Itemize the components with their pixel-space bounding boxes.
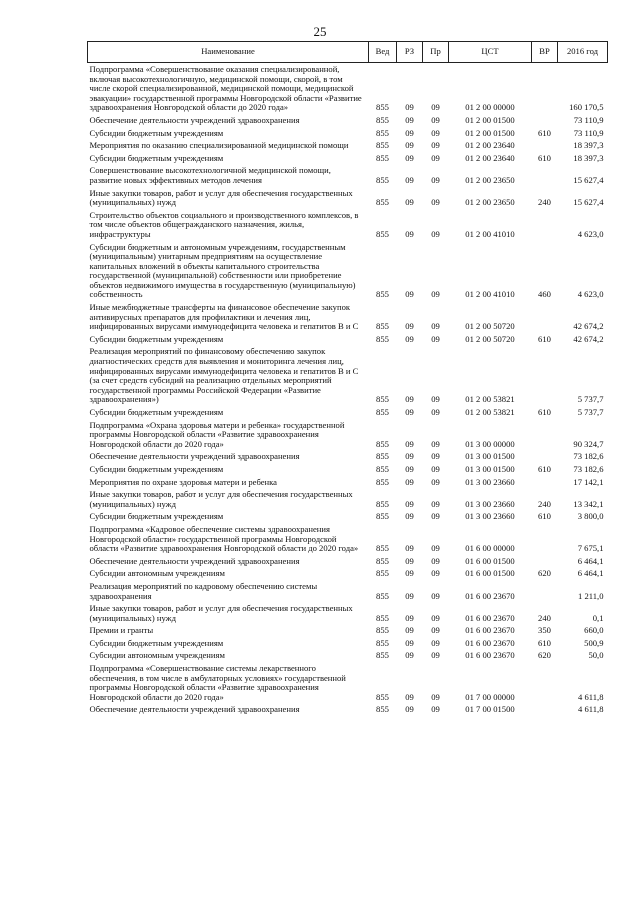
row-vr bbox=[532, 705, 558, 718]
row-cst: 01 6 00 01500 bbox=[465, 555, 515, 566]
table-row bbox=[88, 243, 608, 304]
table-row bbox=[88, 525, 608, 557]
row-name: Мероприятия по оказанию специализированной медицинской помощи bbox=[89, 140, 349, 151]
row-amount: 4 623,0 bbox=[577, 289, 604, 300]
row-rz: 09 bbox=[405, 114, 414, 125]
table-row bbox=[88, 664, 608, 705]
row-cst: 01 2 00 53821 bbox=[465, 394, 515, 405]
row-ved: 855 bbox=[376, 590, 389, 601]
table-body bbox=[88, 63, 608, 719]
row-name: Обеспечение деятельности учреждений здравоохранения bbox=[89, 555, 300, 566]
row-amount: 17 142,1 bbox=[573, 476, 604, 487]
row-rz: 09 bbox=[405, 197, 414, 208]
row-amount: 3 800,0 bbox=[577, 511, 604, 522]
row-name: Иные межбюджетные трансферты на финансовое обеспечение закупок антивирусных препаратов для профилактики и лечения лиц, инфицированных вирусами иммунодефицита человека и гепатитов В и С bbox=[89, 302, 359, 332]
row-cst: 01 6 00 00000 bbox=[465, 543, 515, 554]
row-cst: 01 2 00 53821 bbox=[465, 407, 515, 417]
row-amount: 15 627,4 bbox=[573, 197, 604, 208]
row-ved: 855 bbox=[376, 289, 389, 300]
row-pr: 09 bbox=[431, 140, 440, 151]
row-cst: 01 3 00 01500 bbox=[465, 451, 515, 462]
table-row bbox=[88, 63, 608, 116]
table-row bbox=[88, 166, 608, 188]
table-row bbox=[88, 490, 608, 512]
row-ved: 855 bbox=[376, 612, 389, 623]
row-name: Иные закупки товаров, работ и услуг для обеспечения государственных (муниципальных) нужд bbox=[89, 187, 353, 208]
row-name: Субсидии бюджетным учреждениям bbox=[89, 463, 224, 474]
row-cst: 01 2 00 41010 bbox=[465, 228, 515, 239]
row-vr: 610 bbox=[538, 152, 551, 163]
row-rz: 09 bbox=[405, 102, 414, 113]
row-cst: 01 2 00 41010 bbox=[465, 289, 515, 300]
column-header-name: Наименование bbox=[88, 42, 369, 63]
row-amount: 5 737,7 bbox=[577, 394, 604, 405]
row-amount: 73 110,9 bbox=[573, 114, 604, 125]
row-amount: 4 623,0 bbox=[577, 228, 604, 239]
row-cst: 01 3 00 01500 bbox=[465, 463, 515, 474]
table-row bbox=[88, 604, 608, 626]
row-pr: 09 bbox=[431, 394, 440, 405]
row-rz: 09 bbox=[405, 543, 414, 554]
row-amount: 4 611,8 bbox=[578, 704, 604, 715]
row-vr: 620 bbox=[538, 568, 551, 579]
table-row bbox=[88, 116, 608, 129]
row-pr: 09 bbox=[431, 543, 440, 554]
row-ved: 855 bbox=[376, 197, 389, 208]
row-pr: 09 bbox=[431, 612, 440, 623]
row-rz: 09 bbox=[405, 333, 414, 344]
row-vr bbox=[532, 116, 558, 129]
row-name: Подпрограмма «Охрана здоровья матери и ребенка» государственной программы Новгородской области «Развитие здравоохранения Новгородской области до 2020 года» bbox=[89, 419, 345, 449]
row-pr: 09 bbox=[431, 476, 440, 487]
row-ved: 855 bbox=[376, 407, 389, 417]
row-cst: 01 2 00 00000 bbox=[465, 102, 515, 113]
row-name: Обеспечение деятельности учреждений здравоохранения bbox=[89, 704, 300, 715]
row-cst: 01 2 00 23650 bbox=[465, 197, 515, 208]
row-ved: 855 bbox=[376, 333, 389, 344]
row-ved: 855 bbox=[376, 568, 389, 579]
row-rz: 09 bbox=[405, 650, 414, 661]
row-pr: 09 bbox=[431, 451, 440, 462]
table-row bbox=[88, 303, 608, 335]
row-amount: 7 675,1 bbox=[577, 543, 604, 554]
column-header-vr: ВР bbox=[532, 42, 558, 63]
row-vr: 610 bbox=[538, 463, 551, 474]
row-amount: 42 674,2 bbox=[573, 333, 604, 344]
row-cst: 01 6 00 23670 bbox=[465, 637, 515, 648]
row-rz: 09 bbox=[405, 612, 414, 623]
row-pr: 09 bbox=[431, 590, 440, 601]
column-header-cst: ЦСТ bbox=[449, 42, 532, 63]
row-pr: 09 bbox=[431, 407, 440, 417]
row-pr: 09 bbox=[431, 321, 440, 332]
row-cst: 01 3 00 23660 bbox=[465, 498, 515, 509]
row-cst: 01 2 00 23650 bbox=[465, 174, 515, 185]
row-vr: 240 bbox=[538, 197, 551, 208]
row-ved: 855 bbox=[376, 140, 389, 151]
row-vr bbox=[532, 303, 558, 335]
column-header-rz: РЗ bbox=[397, 42, 423, 63]
row-vr: 620 bbox=[538, 650, 551, 661]
row-cst: 01 6 00 23670 bbox=[465, 625, 515, 636]
row-amount: 1 211,0 bbox=[578, 590, 604, 601]
row-rz: 09 bbox=[405, 691, 414, 702]
row-name: Мероприятия по охране здоровья матери и ребенка bbox=[89, 476, 277, 487]
row-vr: 610 bbox=[538, 333, 551, 344]
row-vr bbox=[532, 421, 558, 453]
row-pr: 09 bbox=[431, 114, 440, 125]
table-row bbox=[88, 408, 608, 421]
row-pr: 09 bbox=[431, 691, 440, 702]
row-amount: 15 627,4 bbox=[573, 174, 604, 185]
row-ved: 855 bbox=[376, 476, 389, 487]
row-ved: 855 bbox=[376, 152, 389, 163]
row-pr: 09 bbox=[431, 438, 440, 449]
row-amount: 73 182,6 bbox=[573, 463, 604, 474]
row-pr: 09 bbox=[431, 463, 440, 474]
row-vr: 460 bbox=[538, 289, 551, 300]
row-ved: 855 bbox=[376, 114, 389, 125]
row-pr: 09 bbox=[431, 568, 440, 579]
row-rz: 09 bbox=[405, 152, 414, 163]
row-pr: 09 bbox=[431, 650, 440, 661]
row-rz: 09 bbox=[405, 555, 414, 566]
row-cst: 01 6 00 23670 bbox=[465, 650, 515, 661]
row-vr: 610 bbox=[538, 127, 551, 138]
row-ved: 855 bbox=[376, 555, 389, 566]
row-ved: 855 bbox=[376, 394, 389, 405]
row-name: Субсидии автономным учреждениям bbox=[89, 650, 225, 661]
row-amount: 50,0 bbox=[588, 650, 604, 661]
row-rz: 09 bbox=[405, 127, 414, 138]
row-ved: 855 bbox=[376, 174, 389, 185]
row-vr: 240 bbox=[538, 498, 551, 509]
row-rz: 09 bbox=[405, 438, 414, 449]
row-name: Субсидии бюджетным учреждениям bbox=[89, 407, 224, 417]
row-cst: 01 7 00 01500 bbox=[465, 704, 515, 715]
row-vr bbox=[532, 141, 558, 154]
row-amount: 660,0 bbox=[584, 625, 604, 636]
row-pr: 09 bbox=[431, 289, 440, 300]
row-ved: 855 bbox=[376, 650, 389, 661]
table-row bbox=[88, 465, 608, 478]
row-vr: 350 bbox=[538, 625, 551, 636]
row-name: Премии и гранты bbox=[89, 625, 154, 636]
row-amount: 18 397,3 bbox=[573, 140, 604, 151]
row-rz: 09 bbox=[405, 498, 414, 509]
row-rz: 09 bbox=[405, 289, 414, 300]
budget-table bbox=[87, 41, 608, 718]
row-pr: 09 bbox=[431, 127, 440, 138]
column-header-amount: 2016 год bbox=[558, 42, 608, 63]
row-cst: 01 2 00 50720 bbox=[465, 333, 515, 344]
row-pr: 09 bbox=[431, 333, 440, 344]
row-vr: 240 bbox=[538, 612, 551, 623]
row-cst: 01 3 00 23660 bbox=[465, 511, 515, 522]
row-amount: 73 110,9 bbox=[573, 127, 604, 138]
row-cst: 01 6 00 23670 bbox=[465, 590, 515, 601]
row-rz: 09 bbox=[405, 590, 414, 601]
row-ved: 855 bbox=[376, 321, 389, 332]
row-ved: 855 bbox=[376, 463, 389, 474]
row-name: Субсидии бюджетным учреждениям bbox=[89, 511, 224, 522]
table-header bbox=[88, 42, 608, 63]
row-rz: 09 bbox=[405, 321, 414, 332]
row-rz: 09 bbox=[405, 394, 414, 405]
row-vr bbox=[532, 664, 558, 705]
row-name: Реализация мероприятий по кадровому обеспечению системы здравоохранения bbox=[89, 580, 318, 601]
row-rz: 09 bbox=[405, 407, 414, 417]
row-cst: 01 2 00 23640 bbox=[465, 152, 515, 163]
row-pr: 09 bbox=[431, 625, 440, 636]
row-rz: 09 bbox=[405, 228, 414, 239]
row-ved: 855 bbox=[376, 511, 389, 522]
row-ved: 855 bbox=[376, 127, 389, 138]
page-number: 25 bbox=[313, 24, 327, 39]
row-ved: 855 bbox=[376, 228, 389, 239]
row-ved: 855 bbox=[376, 691, 389, 702]
row-rz: 09 bbox=[405, 511, 414, 522]
row-vr bbox=[532, 211, 558, 243]
row-pr: 09 bbox=[431, 102, 440, 113]
column-header-ved: Вед bbox=[369, 42, 397, 63]
row-cst: 01 3 00 23660 bbox=[465, 476, 515, 487]
row-rz: 09 bbox=[405, 140, 414, 151]
row-pr: 09 bbox=[431, 555, 440, 566]
row-name: Субсидии бюджетным учреждениям bbox=[89, 637, 224, 648]
row-pr: 09 bbox=[431, 498, 440, 509]
table-row bbox=[88, 705, 608, 718]
row-amount: 6 464,1 bbox=[577, 555, 604, 566]
row-rz: 09 bbox=[405, 568, 414, 579]
row-pr: 09 bbox=[431, 704, 440, 715]
row-name: Иные закупки товаров, работ и услуг для обеспечения государственных (муниципальных) нужд bbox=[89, 603, 353, 623]
row-pr: 09 bbox=[431, 174, 440, 185]
row-vr: 610 bbox=[538, 511, 551, 522]
row-amount: 500,9 bbox=[584, 637, 604, 648]
row-name: Обеспечение деятельности учреждений здравоохранения bbox=[89, 114, 300, 125]
row-vr bbox=[532, 63, 558, 116]
row-amount: 0,1 bbox=[592, 612, 604, 623]
row-name: Подпрограмма «Совершенствование системы лекарственного обеспечения, в том числе в амбулаторных условиях» государственной программы Новгородской области «Развитие здравоохранения Новгородской области до 2020 года» bbox=[89, 663, 346, 702]
row-cst: 01 2 00 50720 bbox=[465, 321, 515, 332]
row-amount: 90 324,7 bbox=[573, 438, 604, 449]
row-amount: 42 674,2 bbox=[573, 321, 604, 332]
row-cst: 01 6 00 01500 bbox=[465, 568, 515, 579]
row-pr: 09 bbox=[431, 228, 440, 239]
row-name: Субсидии бюджетным учреждениям bbox=[89, 152, 224, 163]
row-amount: 73 182,6 bbox=[573, 451, 604, 462]
row-name: Субсидии бюджетным учреждениям bbox=[89, 127, 224, 138]
table-row bbox=[88, 582, 608, 604]
row-cst: 01 7 00 00000 bbox=[465, 691, 515, 702]
column-header-pr: Пр bbox=[423, 42, 449, 63]
row-cst: 01 2 00 01500 bbox=[465, 114, 515, 125]
table-row bbox=[88, 189, 608, 211]
row-amount: 160 170,5 bbox=[569, 102, 604, 113]
row-name: Подпрограмма «Кадровое обеспечение системы здравоохранения Новгородской области» государственной программы Новгородской области «Развитие здравоохранения Новгородской области до 2020 года» bbox=[89, 523, 359, 554]
row-cst: 01 6 00 23670 bbox=[465, 612, 515, 623]
row-ved: 855 bbox=[376, 704, 389, 715]
row-rz: 09 bbox=[405, 463, 414, 474]
row-pr: 09 bbox=[431, 152, 440, 163]
row-name: Обеспечение деятельности учреждений здравоохранения bbox=[89, 451, 300, 462]
row-rz: 09 bbox=[405, 704, 414, 715]
table-row bbox=[88, 211, 608, 243]
row-amount: 13 342,1 bbox=[573, 498, 604, 509]
row-name: Подпрограмма «Совершенствование оказания специализированной, включая высокотехнологичную, медицинской помощи, скорой, в том числе скорой специализированной, медицинской помощи, медицинской эвакуации» государственной программы Новгородской области «Развитие здравоохранения Новгородской области до 2020 года» bbox=[89, 64, 362, 113]
row-amount: 5 737,7 bbox=[577, 407, 604, 417]
row-name: Субсидии автономным учреждениям bbox=[89, 568, 225, 579]
row-name: Субсидии бюджетным и автономным учреждениям, государственным (муниципальным) унитарным предприятиям на осуществление капитальных вложений в объекты капитального строительства государственной (муниципальной) собственности или приобретение объектов недвижимого имущества в государственную (муниципальную) собственность bbox=[89, 241, 356, 300]
row-pr: 09 bbox=[431, 511, 440, 522]
row-ved: 855 bbox=[376, 451, 389, 462]
row-vr bbox=[532, 478, 558, 491]
row-ved: 855 bbox=[376, 102, 389, 113]
row-cst: 01 2 00 23640 bbox=[465, 140, 515, 151]
table-row bbox=[88, 421, 608, 453]
row-pr: 09 bbox=[431, 197, 440, 208]
row-cst: 01 3 00 00000 bbox=[465, 438, 515, 449]
row-rz: 09 bbox=[405, 174, 414, 185]
row-name: Иные закупки товаров, работ и услуг для обеспечения государственных (муниципальных) нужд bbox=[89, 489, 353, 509]
row-ved: 855 bbox=[376, 438, 389, 449]
row-name: Совершенствование высокотехнологичной медицинской помощи, развитие новых эффективных методов лечения bbox=[89, 165, 331, 185]
table-row bbox=[88, 141, 608, 154]
table-row bbox=[88, 626, 608, 639]
row-rz: 09 bbox=[405, 451, 414, 462]
row-name: Реализация мероприятий по финансовому обеспечению закупок диагностических средств для выявления и мониторинга лечения лиц, инфицированных вирусами иммунодефицита человека и гепатитов В и С (за счет средств субсидий на реализацию отдельных мероприятий государственной программы Российской Федерации «Развитие здравоохранения») bbox=[89, 346, 359, 405]
row-name: Строительство объектов социального и производственного комплексов, в том числе объектов общегражданского назначения, жилья, инфраструктуры bbox=[89, 209, 359, 239]
row-rz: 09 bbox=[405, 625, 414, 636]
row-rz: 09 bbox=[405, 637, 414, 648]
row-amount: 18 397,3 bbox=[573, 152, 604, 163]
row-ved: 855 bbox=[376, 498, 389, 509]
row-vr: 610 bbox=[538, 407, 551, 417]
row-vr bbox=[532, 525, 558, 557]
row-vr bbox=[532, 166, 558, 188]
table-row bbox=[88, 347, 608, 408]
row-vr bbox=[532, 347, 558, 408]
row-cst: 01 2 00 01500 bbox=[465, 127, 515, 138]
row-name: Субсидии бюджетным учреждениям bbox=[89, 333, 224, 344]
row-vr bbox=[532, 582, 558, 604]
row-ved: 855 bbox=[376, 637, 389, 648]
row-amount: 4 611,8 bbox=[578, 691, 604, 702]
row-ved: 855 bbox=[376, 543, 389, 554]
row-rz: 09 bbox=[405, 476, 414, 487]
row-pr: 09 bbox=[431, 637, 440, 648]
row-amount: 6 464,1 bbox=[577, 568, 604, 579]
row-ved: 855 bbox=[376, 625, 389, 636]
row-vr: 610 bbox=[538, 637, 551, 648]
